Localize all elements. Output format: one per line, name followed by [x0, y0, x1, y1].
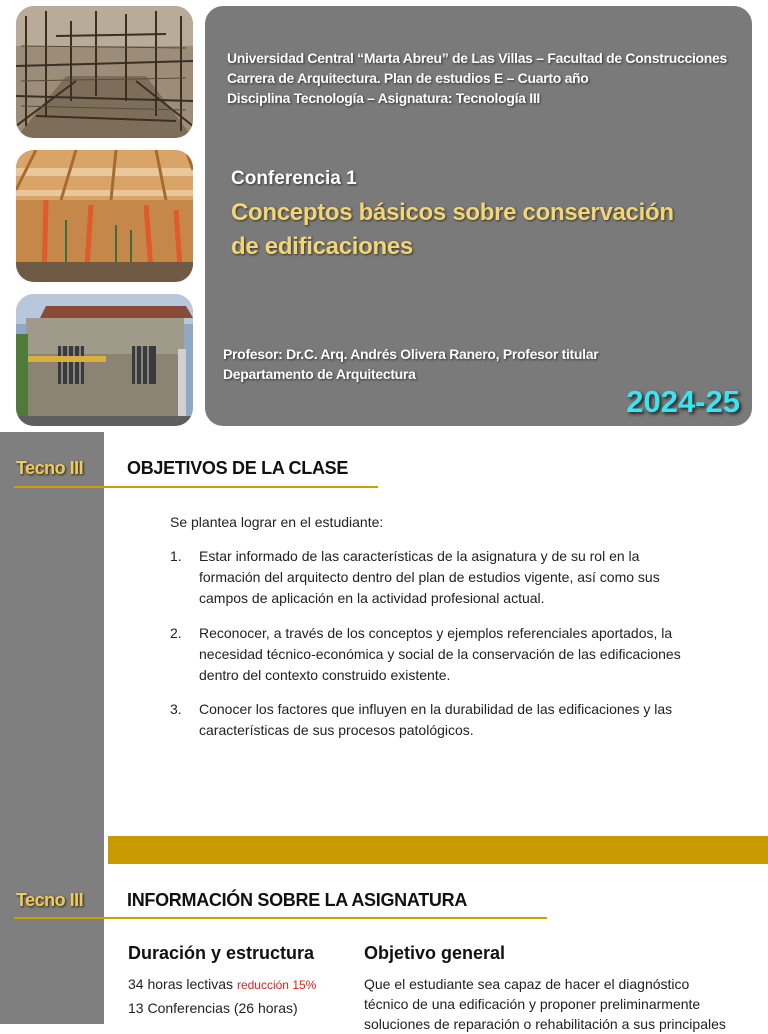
header-line-discipline: Disciplina Tecnología – Asignatura: Tecnología III: [227, 90, 541, 106]
conference-title-line2: de edificaciones: [231, 233, 413, 260]
shoring-photo: [16, 150, 193, 282]
section-title-info: INFORMACIÓN SOBRE LA ASIGNATURA: [127, 890, 468, 910]
title-underline: [104, 917, 547, 919]
general-objective-heading: Objetivo general: [364, 943, 506, 963]
institution-header: [227, 48, 727, 108]
tag-underline: [14, 917, 104, 919]
objective-text: Reconocer, a través de los conceptos y ejemplos referenciales aportados, la necesidad técnico-económica y social de la conservación de las edificaciones dentro del contexto construido existente.: [199, 625, 681, 683]
title-slide: [0, 0, 768, 432]
professor-info: [223, 344, 598, 384]
academic-year: 2024-25: [626, 384, 740, 419]
hours-text: 34 horas lectivas: [128, 976, 234, 992]
conference-title-line1: Conceptos básicos sobre conservación: [231, 199, 674, 226]
objective-number: 1.: [170, 548, 182, 564]
objective-item: [170, 546, 690, 609]
conference-title: [231, 196, 674, 264]
sidebar: [0, 432, 104, 1024]
general-objective-text: Que el estudiante sea capaz de hacer el diagnóstico técnico de una edificación y proponer preliminarmente soluciones de reparación o rehabilitación a sus principales: [364, 976, 726, 1032]
objective-item: [170, 699, 690, 741]
objective-text: Conocer los factores que influyen en la durabilidad de las edificaciones y las características de sus procesos patológicos.: [199, 701, 673, 738]
old-house-photo: [16, 294, 193, 426]
course-tag: Tecno III: [16, 890, 84, 910]
professor-line2: Departamento de Arquitectura: [223, 366, 416, 382]
objective-number: 2.: [170, 625, 182, 641]
conferences-line: 13 Conferencias (26 horas): [128, 1000, 298, 1016]
rebar-cage-photo: [16, 6, 193, 138]
reduction-note: reducción 15%: [236, 978, 317, 992]
objectives-intro: Se plantea lograr en el estudiante:: [170, 514, 384, 530]
objective-item: [170, 623, 690, 686]
objective-text: Estar informado de las características de la asignatura y de su rol en la formación del arquitecto dentro del plan de estudios vigente, así como sus campos de aplicación en la actividad profesional actual.: [199, 548, 660, 606]
tag-underline: [14, 486, 104, 488]
title-underline: [104, 486, 378, 488]
header-line-career: Carrera de Arquitectura. Plan de estudios E – Cuarto año: [227, 70, 589, 86]
conference-label: Conferencia 1: [231, 168, 357, 189]
course-tag: Tecno III: [16, 458, 84, 478]
objective-number: 3.: [170, 701, 182, 717]
section-title-objectives: OBJETIVOS DE LA CLASE: [127, 458, 349, 478]
professor-line1: Profesor: Dr.C. Arq. Andrés Olivera Ranero, Profesor titular: [223, 346, 599, 362]
header-line-university: Universidad Central “Marta Abreu” de Las Villas – Facultad de Construcciones: [227, 50, 728, 66]
slide-divider-band: [108, 836, 768, 864]
duration-heading: Duración y estructura: [128, 943, 315, 963]
title-panel: [205, 6, 752, 426]
hours-line: [128, 974, 316, 995]
